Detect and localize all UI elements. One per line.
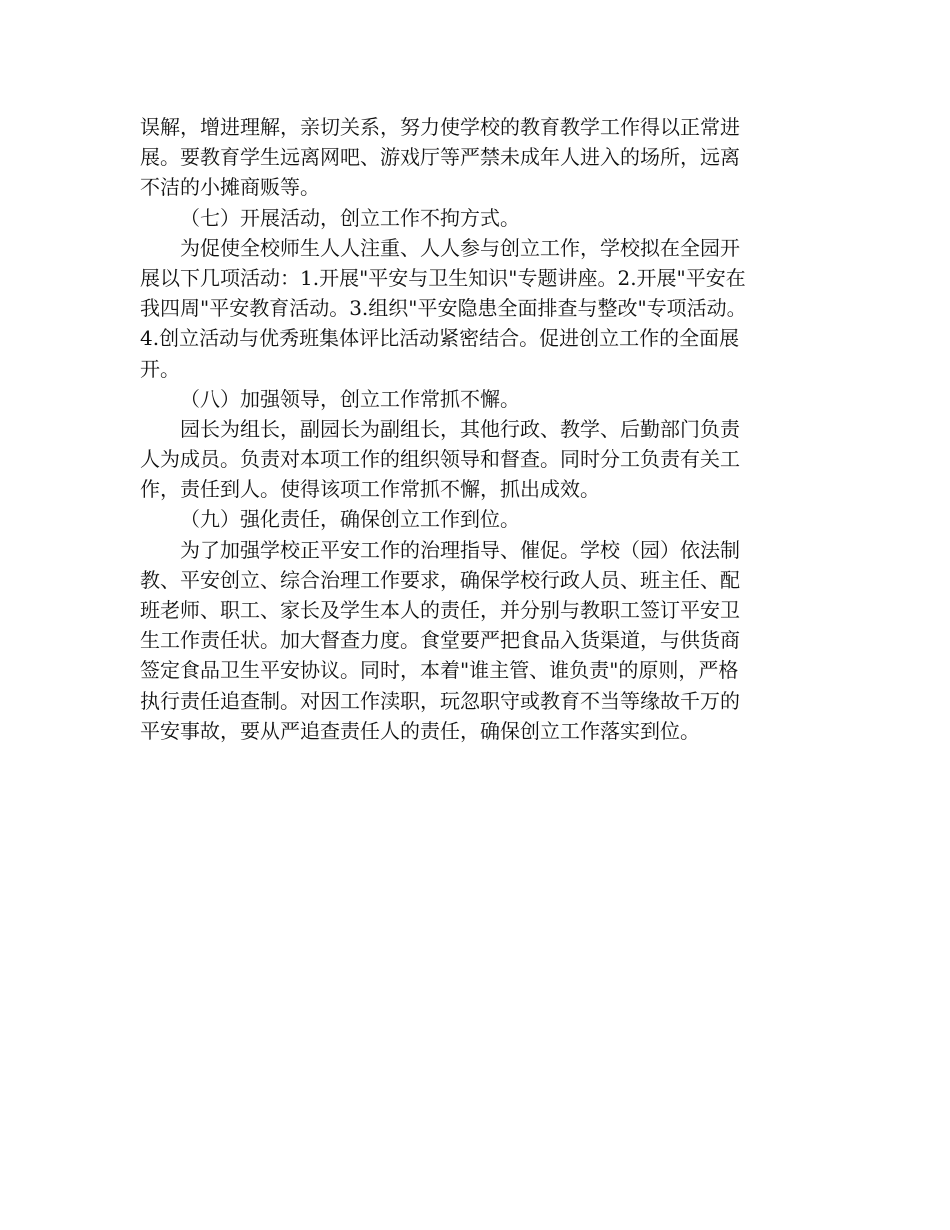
text-line: 生工作责任状。加大督查力度。食堂要严把食品入货渠道，与供货商 xyxy=(140,628,740,653)
text-line: 误解，增进理解，亲切关系，努力使学校的教育教学工作得以正常进 xyxy=(140,115,740,139)
text-line: 人为成员。负责对本项工作的组织领导和督查。同时分工负责有关工 xyxy=(140,447,740,472)
text-line: 班老师、职工、家长及学生本人的责任，并分别与教职工签订平安卫 xyxy=(140,598,740,622)
text-line: 4.创立活动与优秀班集体评比活动紧密结合。促进创立工作的全面展 xyxy=(140,326,740,351)
text-line: 不洁的小摊商贩等。 xyxy=(140,175,320,200)
text-line: 我四周"平安教育活动。3.组织"平安隐患全面排查与整改"专项活动。 xyxy=(140,296,747,321)
text-line: 园长为组长，副园长为副组长，其他行政、教学、后勤部门负责 xyxy=(180,416,740,441)
text-line: 平安事故，要从严追查责任人的责任，确保创立工作落实到位。 xyxy=(140,718,700,743)
text-line: 展以下几项活动：1.开展"平安与卫生知识"专题讲座。2.开展"平安在 xyxy=(140,265,746,290)
section-heading: （七）开展活动，创立工作不拘方式。 xyxy=(180,205,520,230)
text-line: 作，责任到人。使得该项工作常抓不懈，抓出成效。 xyxy=(140,477,600,502)
text-line: 开。 xyxy=(140,356,180,381)
section-heading: （八）加强领导，创立工作常抓不懈。 xyxy=(180,386,520,411)
section-heading: （九）强化责任，确保创立工作到位。 xyxy=(180,507,520,532)
text-line: 签定食品卫生平安协议。同时，本着"谁主管、谁负责"的原则，严格 xyxy=(140,658,739,683)
text-line: 为促使全校师生人人注重、人人参与创立工作，学校拟在全园开 xyxy=(180,235,740,260)
text-line: 教、平安创立、综合治理工作要求，确保学校行政人员、班主任、配 xyxy=(140,567,740,592)
text-line: 为了加强学校正平安工作的治理指导、催促。学校（园）依法制 xyxy=(180,537,740,562)
text-line: 展。要教育学生远离网吧、游戏厅等严禁未成年人进入的场所，远离 xyxy=(140,145,740,170)
document-body xyxy=(140,112,812,746)
text-line: 执行责任追查制。对因工作渎职，玩忽职守或教育不当等缘故千万的 xyxy=(140,688,740,713)
